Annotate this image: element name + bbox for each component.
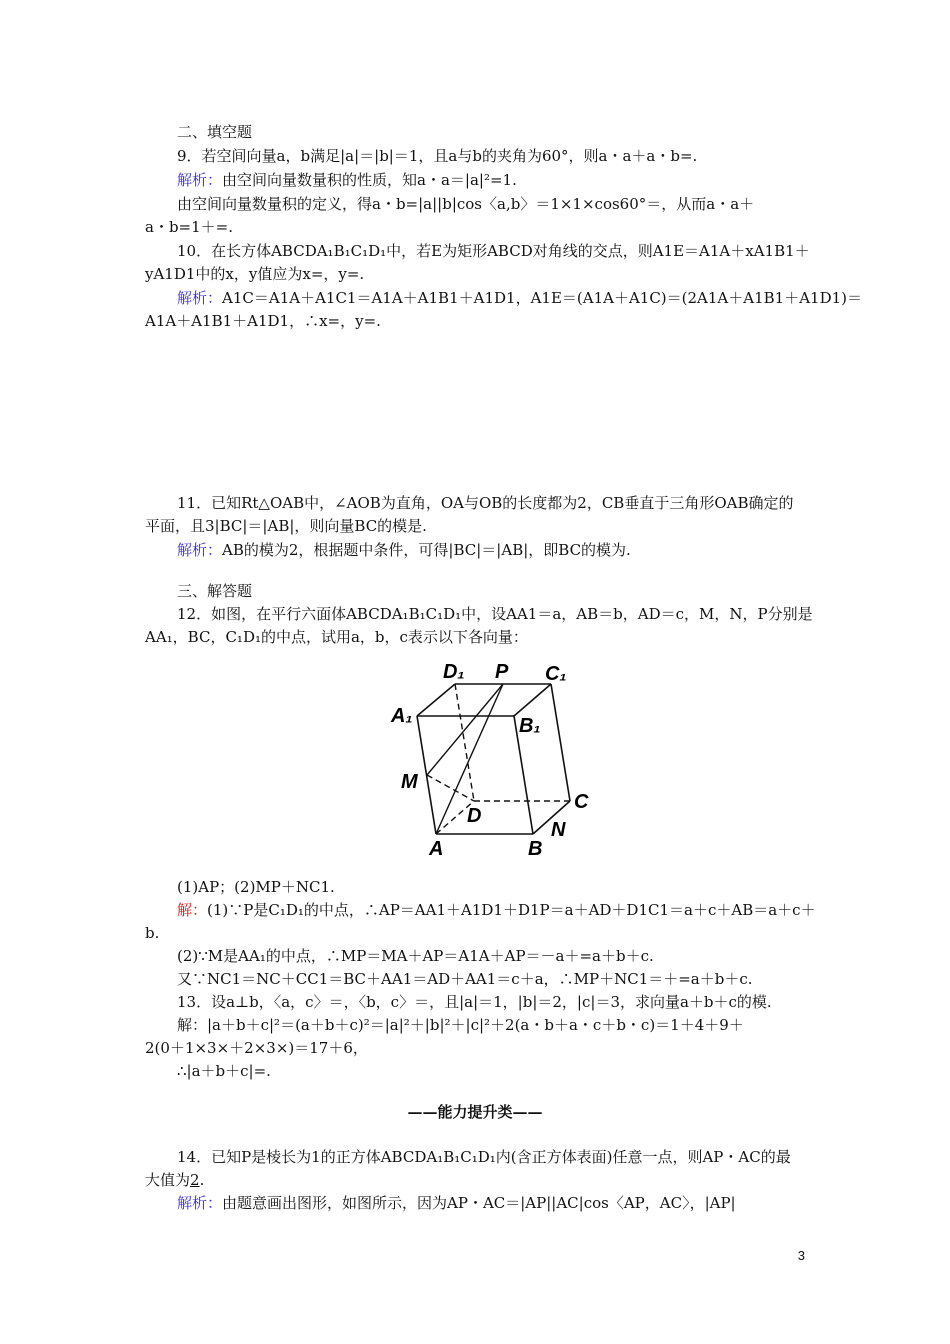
q12-solution-text: (1)∵P是C₁D₁的中点，∴AP＝AA1＋A1D1＋D1P＝a＋AD＋D1C1＝a＋c＋AB＝a＋c＋ — [207, 901, 816, 919]
analysis-label: 解析： — [177, 541, 223, 559]
analysis-label: 解析： — [177, 289, 223, 307]
q12-solution-line1 — [177, 900, 816, 920]
label-a: A — [429, 838, 444, 860]
label-n: N — [551, 819, 566, 841]
q9-analysis-text: 由空间向量数量积的性质，知a・a＝|a|²=1. — [222, 171, 517, 189]
analysis-label: 解析： — [177, 1194, 223, 1212]
label-p: P — [495, 661, 509, 683]
q13-solution-line2: 2(0＋1×3×＋2×3×)＝17＋6， — [145, 1039, 368, 1057]
label-b1: B₁ — [519, 715, 541, 737]
q14-analysis — [177, 1193, 736, 1213]
q9-analysis-line2: 由空间向量数量积的定义，得a・b=|a||b|cos〈a,b〉＝1×1×cos60°＝，从而a・a＋ — [177, 195, 755, 213]
q13-stem: 13．设a⊥b，〈a，c〉＝，〈b，c〉＝，且|a|＝1，|b|＝2，|c|＝3，求向量a＋b＋c的模. — [177, 993, 772, 1011]
solution-label: 解： — [177, 901, 208, 919]
section-heading-advanced: ——能力提升类—— — [407, 1103, 543, 1121]
q14-answer: 2 — [190, 1171, 200, 1189]
q10-stem-line2: yA1D1中的x，y值应为x=，y=. — [145, 265, 365, 283]
q10-analysis-line1 — [177, 288, 862, 308]
label-c: C — [574, 791, 589, 813]
q11-stem-line1: 11．已知Rt△OAB中，∠AOB为直角，OA与OB的长度都为2，CB垂直于三角形OAB确定的 — [177, 494, 794, 512]
label-b: B — [528, 838, 543, 860]
q9-analysis-line1 — [177, 170, 517, 190]
q12-subquestions: (1)AP；(2)MP＋NC1. — [177, 878, 335, 896]
q11-analysis-text: AB的模为2，根据题中条件，可得|BC|＝|AB|，即BC的模为. — [222, 541, 631, 559]
label-d1: D₁ — [443, 661, 465, 683]
q14-period: . — [199, 1171, 205, 1189]
q14-analysis-text: 由题意画出图形，如图所示，因为AP・AC＝|AP||AC|cos〈AP，AC〉，|AP| — [222, 1194, 736, 1212]
page-number: 3 — [797, 1248, 805, 1263]
q14-stem-line1: 14．已知P是棱长为1的正方体ABCDA₁B₁C₁D₁内(含正方体表面)任意一点，则AP・AC的最 — [177, 1148, 791, 1166]
section-heading-fill: 二、填空题 — [177, 123, 253, 141]
parallelepiped-figure — [385, 652, 615, 864]
analysis-label: 解析： — [177, 171, 223, 189]
q9-stem: 9．若空间向量a，b满足|a|＝|b|＝1，且a与b的夹角为60°，则a・a＋a・b=. — [177, 147, 698, 165]
q12-stem-line1: 12．如图，在平行六面体ABCDA₁B₁C₁D₁中，设AA1＝a，AB＝b，AD＝c，M，N，P分别是 — [177, 605, 813, 623]
q14-stem-line2 — [145, 1170, 204, 1190]
q12-stem-line2: AA₁，BC，C₁D₁的中点，试用a，b，c表示以下各向量： — [145, 628, 528, 646]
q10-stem-line1: 10．在长方体ABCDA₁B₁C₁D₁中，若E为矩形ABCD对角线的交点，则A1E＝A1A＋xA1B1＋ — [177, 242, 810, 260]
q12-solution-line3: (2)∵M是AA₁的中点，∴MP＝MA＋AP＝A1A＋AP＝－a＋=a＋b＋c. — [177, 947, 654, 965]
label-d: D — [467, 805, 482, 827]
q10-analysis-text: A1C＝A1A＋A1C1＝A1A＋A1B1＋A1D1，A1E＝(A1A＋A1C)＝(2A1A＋A1B1＋A1D1)＝ — [222, 289, 863, 307]
q12-solution-line2: b. — [145, 924, 160, 942]
q9-analysis-line3: a・b=1＋=. — [145, 218, 233, 236]
q10-analysis-line2: A1A＋A1B1＋A1D1，∴x=，y=. — [145, 312, 381, 330]
q11-analysis — [177, 540, 631, 560]
label-c1: C₁ — [545, 663, 567, 685]
q14-text: 大值为 — [145, 1171, 191, 1189]
q11-stem-line2: 平面，且3|BC|＝|AB|，则向量BC的模是. — [145, 517, 427, 535]
q13-solution-line1: 解：|a＋b＋c|²＝(a＋b＋c)²＝|a|²＋|b|²＋|c|²＋2(a・b＋a・c＋b・c)＝1＋4＋9＋ — [177, 1016, 744, 1034]
section-heading-solve: 三、解答题 — [177, 582, 253, 600]
label-a1: A₁ — [391, 705, 413, 727]
label-m: M — [401, 771, 418, 793]
q12-solution-line4: 又∵NC1＝NC＋CC1＝BC＋AA1＝AD＋AA1＝c＋a，∴MP＋NC1＝＋=a＋b＋c. — [177, 970, 753, 988]
q13-solution-line3: ∴|a＋b＋c|=. — [177, 1062, 271, 1080]
